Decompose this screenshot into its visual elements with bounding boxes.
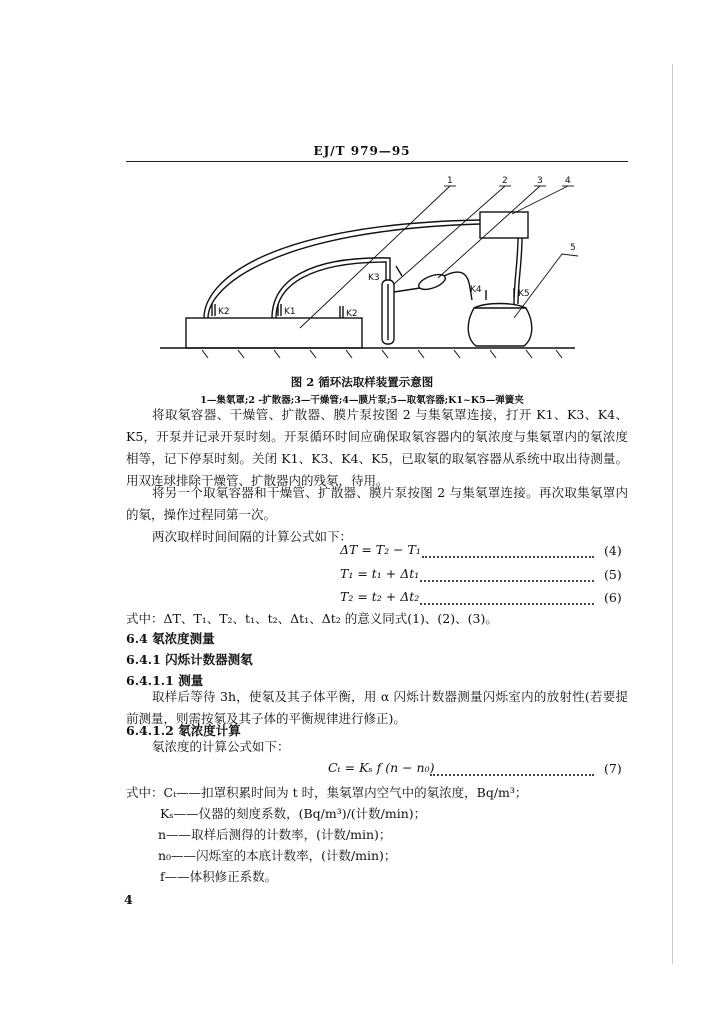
equation-number-7: (7) bbox=[604, 761, 622, 776]
definition-text: 扣罩积累时间为 t 时，集氡罩内空气中的氡浓度，Bq/m³； bbox=[201, 785, 528, 800]
definition-text: 仪器的刻度系数，(Bq/m³)/(计数/min)； bbox=[198, 806, 427, 821]
callout-leader-4 bbox=[512, 186, 568, 214]
leader-dots-5 bbox=[420, 580, 594, 582]
definition-symbol: n—— bbox=[158, 827, 192, 842]
definition-symbol: Kₛ—— bbox=[160, 806, 199, 821]
definition-text: 闪烁室的本底计数率，(计数/min)； bbox=[196, 848, 397, 863]
callout-3: 3 bbox=[537, 176, 543, 186]
equation-6: T₂ = t₂ + Δt₂ bbox=[340, 589, 420, 604]
radon-container bbox=[468, 308, 532, 346]
circulation-sampling-diagram bbox=[150, 172, 580, 372]
page-edge-line bbox=[672, 64, 673, 964]
label-k5: K5 bbox=[518, 289, 530, 299]
callout-1: 1 bbox=[447, 176, 453, 186]
label-k3: K3 bbox=[368, 273, 380, 283]
equation-number-6: (6) bbox=[604, 590, 622, 605]
definition-row bbox=[158, 846, 396, 864]
equation-number-4: (4) bbox=[604, 543, 622, 558]
callout-leader-1 bbox=[300, 186, 450, 328]
figure-legend: 1—集氡罩;2 -扩散器;3—干燥管;4—膜片泵;5—取氡容器;K1~K5—弹簧夹 bbox=[200, 395, 524, 406]
return-hose bbox=[204, 220, 480, 318]
section-6-4-1-2: 6.4.1.2 氡浓度计算 bbox=[126, 723, 241, 738]
radon-collection-hood bbox=[186, 318, 362, 348]
definition-symbol: 式中：Cₜ—— bbox=[126, 785, 202, 800]
page-header: EJ/T 979—95 bbox=[313, 144, 411, 158]
definition-row bbox=[126, 783, 527, 801]
paragraph-measurement: 取样后等待 3h，使氡及其子体平衡，用 α 闪烁计数器测量闪烁室内的放射性(若要提前测量，则需按氡及其子体的平衡规律进行修正)。 bbox=[126, 689, 628, 726]
equation-4: ΔT = T₂ − T₁ bbox=[340, 542, 421, 557]
label-k4: K4 bbox=[470, 285, 482, 295]
callout-4: 4 bbox=[565, 176, 571, 186]
section-6-4: 6.4 氡浓度测量 bbox=[126, 631, 215, 646]
equation-5: T₁ = t₁ + Δt₁ bbox=[340, 566, 420, 581]
equation-7: Cₜ = Kₛ f (n − n₀) bbox=[328, 760, 435, 775]
leader-dots-4 bbox=[422, 556, 594, 558]
definition-row bbox=[160, 804, 426, 822]
label-k1: K1 bbox=[284, 307, 296, 317]
section-6-4-1-1: 6.4.1.1 测量 bbox=[126, 673, 204, 688]
ground-hatch bbox=[202, 350, 562, 358]
leader-dots-6 bbox=[420, 603, 594, 605]
callout-2: 2 bbox=[502, 176, 508, 186]
valve-k3 bbox=[396, 266, 402, 276]
figure-caption: 图 2 循环法取样装置示意图 bbox=[290, 375, 434, 389]
label-k2: K2 bbox=[218, 307, 230, 317]
label-k2b: K2 bbox=[346, 309, 358, 319]
header-rule bbox=[126, 161, 628, 162]
paragraph-procedure: 将取氡容器、干燥管、扩散器、膜片泵按图 2 与集氡罩连接，打开 K1、K3、K4、K5，开泵并记录开泵时刻。开泵循环时间应确保取氡容器内的氡浓度与集氡罩内的氡浓度相等，记下停泵时刻。关闭 K1、K3、K4、K5，已取氡的取氡容器从系统中取出待测量。用双连球排除干燥管、扩散器内的残氡，待用。 bbox=[126, 407, 628, 488]
leader-dots-7 bbox=[430, 774, 594, 776]
definition-text: 体积修正系数。 bbox=[189, 869, 278, 884]
equation-number-5: (5) bbox=[604, 567, 622, 582]
definition-row bbox=[160, 867, 277, 885]
page-number: 4 bbox=[124, 892, 133, 907]
callout-5: 5 bbox=[570, 243, 576, 253]
definition-symbol: f—— bbox=[160, 869, 190, 884]
definition-symbol: n₀—— bbox=[158, 848, 197, 863]
where-clause: 式中：ΔT、T₁、T₂、t₁、t₂、Δt₁、Δt₂ 的意义同式(1)、(2)、(3)。 bbox=[126, 611, 498, 626]
drying-tube bbox=[417, 272, 447, 293]
paragraph-calculation: 氡浓度的计算公式如下： bbox=[152, 739, 290, 754]
section-6-4-1: 6.4.1 闪烁计数器测氡 bbox=[126, 652, 253, 667]
definition-row bbox=[158, 825, 391, 843]
callout-leader-2 bbox=[394, 186, 505, 284]
definition-text: 取样后测得的计数率，(计数/min)； bbox=[191, 827, 392, 842]
paragraph-interval: 两次取样时间间隔的计算公式如下： bbox=[152, 529, 353, 544]
paragraph-second-sample: 将另一个取氡容器和干燥管、扩散器、膜片泵按图 2 与集氡罩连接。再次取集氡罩内的氡，操作过程同第一次。 bbox=[126, 485, 628, 522]
